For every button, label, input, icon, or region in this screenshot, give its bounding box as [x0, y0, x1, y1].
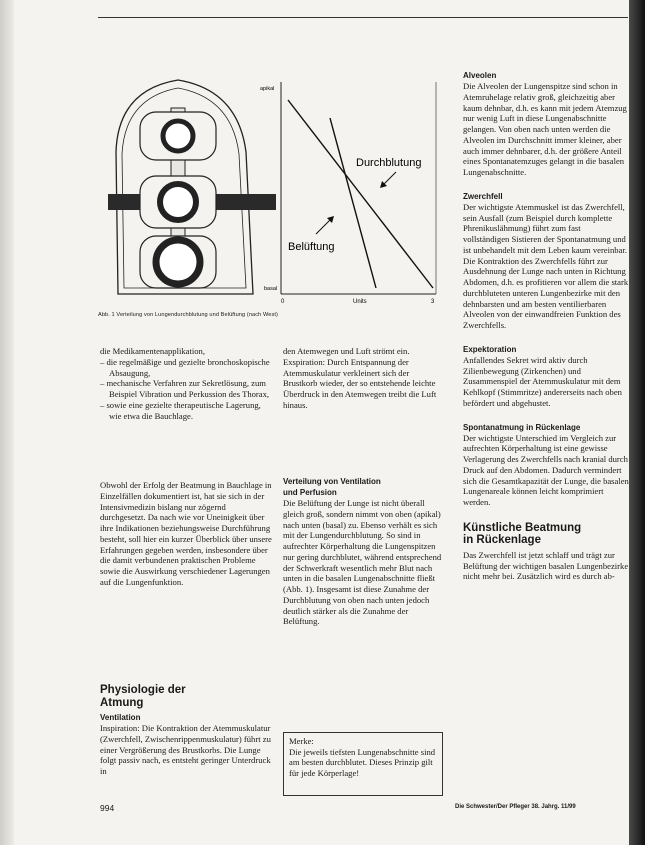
- physiologie-section: [100, 684, 272, 777]
- ventilation-subheading: Ventilation: [100, 713, 141, 722]
- page-number: 994: [100, 803, 115, 813]
- figure-lung-distribution: [98, 72, 438, 312]
- beluftung-line: [330, 118, 376, 288]
- label-beluftung: Belüftung: [288, 241, 335, 253]
- ventilation-text: Inspiration: Die Kontraktion der Atemmuskulatur (Zwerchfell, Zwischenrippenmuskulatur) führt zu einer Vergrößerung des Brustkorbs. Die Lunge folgt passiv nach, es entsteht geringer Unterdruck in: [100, 723, 271, 776]
- figure-caption: Abb. 1 Verteilung von Lungendurchblutung und Belüftung (nach West): [98, 312, 279, 318]
- axis-label-units: Units: [353, 299, 367, 305]
- kunstliche-text: Das Zwerchfell ist jetzt schlaff und trägt zur Belüftung der wichtigen basalen Lungenbezirke nicht mehr bei. Zusätzlich wird es durch ab-: [463, 549, 629, 582]
- verteilung-heading-line1: Verteilung von Ventilation: [283, 477, 381, 486]
- left-column-top: [100, 346, 272, 421]
- top-rule: [98, 17, 628, 18]
- verteilung-text: Die Belüftung der Lunge ist nicht überall gleich groß, sondern nimmt von oben (apikal) nach unten (basal) zu. Ebenso verhält es sich mit der Lungendurchblutung. So sind in aufrechter Körperhaltung die Lungenspitzen nur gering durchblutet, während entsprechend der Schwerkraft wesentlich mehr Blut nach unten in die basalen Lungenabschnitte fließt (Abb. 1). Insgesamt ist diese Zunahme der Durchblutung von oben nach unten jedoch deutlich stärker als die Zunahme der Belüftung.: [283, 498, 442, 627]
- label-apikal: apikal: [260, 86, 275, 92]
- axis-label-3: 3: [431, 299, 435, 305]
- alveolen-heading: Alveolen: [463, 71, 497, 80]
- list-item: – sowie eine gezielte therapeutische Lagerung, wie etwa die Bauchlage.: [100, 399, 261, 421]
- label-basal: basal: [264, 286, 278, 292]
- intro-paragraph: Obwohl der Erfolg der Beatmung in Bauchlage in Einzelfällen dokumentiert ist, hat sie sich in der Intensivmedizin bislang nur zögernd durchgesetzt. Da nach wie vor Uneinigkeit über ihre Indikationen beziehungsweise Durchführung besteht, soll hier ein kurzer Überblick über unsere Erfahrungen gegeben werden, insbesondere über die damit verbundenen praktischen Probleme sowie die Auswirkung verschiedener Lagerungen auf die Lungenfunktion.: [100, 480, 272, 587]
- axis-label-0: 0: [281, 299, 285, 305]
- zwerchfell-heading: Zwerchfell: [463, 191, 503, 201]
- physiologie-heading-line1: Physiologie der: [100, 684, 186, 696]
- alveolus-top: [163, 121, 193, 151]
- durchblutung-line: [288, 100, 433, 288]
- kunstliche-heading-line2: in Rückenlage: [463, 534, 541, 547]
- verteilung-heading-line2: und Perfusion: [283, 488, 337, 497]
- alveolus-middle: [160, 184, 196, 220]
- scan-edge-left: [0, 0, 14, 845]
- merke-text: Die jeweils tiefsten Lungenabschnitte sind am besten durchblutet. Dieses Prinzip gilt für jede Körperlage!: [289, 746, 436, 778]
- merke-box: [283, 732, 443, 796]
- scan-edge-right: [629, 0, 645, 845]
- list-item: die Medikamentenapplikation,: [100, 346, 206, 356]
- journal-reference: Die Schwester/Der Pfleger 38. Jahrg. 11/99: [455, 804, 576, 810]
- right-column: [463, 70, 629, 582]
- left-column-paragraph: [100, 480, 272, 588]
- expektoration-heading: Expektoration: [463, 344, 517, 354]
- middle-column-top: [283, 346, 445, 411]
- verteilung-section: [283, 476, 445, 627]
- list-item: – mechanische Verfahren zur Sekretlösung, zum Beispiel Vibration und Perkussion des Thorax,: [100, 378, 270, 399]
- alveolus-bottom: [156, 240, 200, 284]
- physiologie-heading-line2: Atmung: [100, 696, 144, 709]
- zwerchfell-text: Der wichtigste Atemmuskel ist das Zwerchfell, sein Ausfall (zum Beispiel durch komplette Phrenikuslähmung) führt zum fast vollständigen Sistieren der Spontanatmung und ist unbehandelt mit dem Leben kaum vereinbar. Die Kontraktion des Zwerchfells führt zur Ausdehnung der Lunge nach unten in Richtung Abdomen, d.h. es profitieren vor allem die stark durchbluteten unteren Lungenbezirke mit den dehnbarsten und am besten ventilierbaren Alveolen von der einwandfreien Funktion des Zwerchfells.: [463, 201, 629, 330]
- spontanatmung-heading: Spontanatmung in Rückenlage: [463, 422, 581, 432]
- measures-list: [100, 346, 272, 421]
- breathing-paragraph: den Atemwegen und Luft strömt ein. Exspiration: Durch Entspannung der Atemmuskulatur verkleinert sich der Brustkorb wieder, der so entstehende leichte Überdruck in den Atemwegen treibt die Luft hinaus.: [283, 346, 437, 410]
- label-durchblutung: Durchblutung: [356, 157, 422, 169]
- list-item: – die regelmäßige und gezielte bronchoskopische Absaugung,: [100, 356, 270, 378]
- spontanatmung-text: Der wichtigste Unterschied im Vergleich zur aufrechten Körperhaltung ist eine gewisse Verlagerung des Zwerchfells nach kranial durch Druck auf den Abdomen. Dadurch vermindert sich die Gesamtkapazität der Lunge, die basalen Lungenareale können leicht komprimiert werden.: [463, 432, 629, 507]
- expektoration-text: Anfallendes Sekret wird aktiv durch Zilienbewegung (Zirkenchen) und Zusammenspiel der Atemmuskulatur mit dem Kehlkopf (Stimmritze) andererseits nach oben befördert und abgehustet.: [463, 354, 622, 408]
- figure-graphic: [98, 72, 438, 312]
- alveolen-text: Die Alveolen der Lungenspitze sind schon in Atemruhelage relativ groß, gleichzeitig aber kaum dehnbar, d.h. es kann mit jedem Atemzug nur wenig Luft in diese Lungenabschnitte gelangen. Von oben nach unten werden die Alveolen im Durchschnitt immer kleiner, aber auch immer dehnbarer, d.h. der größere Anteil eines Spontanatemzuges gelangt in die basalen Lungenabschnitte.: [463, 81, 627, 177]
- kunstliche-heading-line1: Künstliche Beatmung: [463, 521, 582, 534]
- merke-title: Merke:: [289, 736, 314, 746]
